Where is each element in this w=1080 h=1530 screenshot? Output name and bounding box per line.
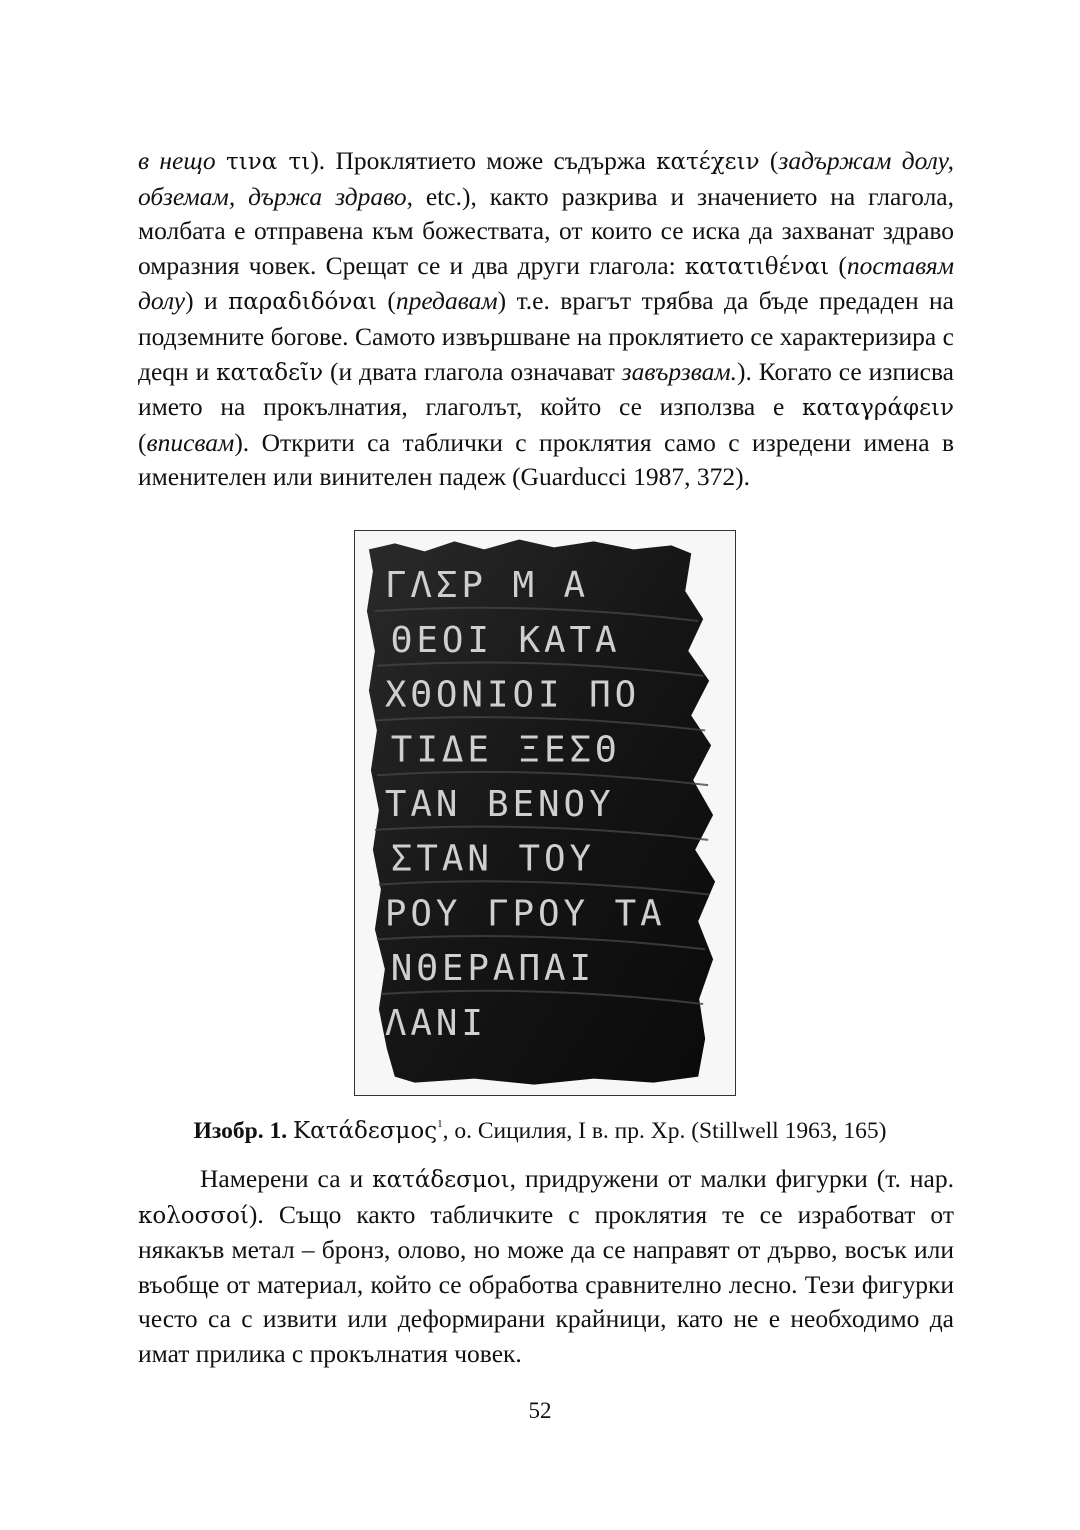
curse-tablet-photo bbox=[354, 530, 736, 1096]
text-segment: ). Проклятието може съдържа bbox=[310, 146, 657, 175]
text-segment: ). Когато се изписва името на прокълнатия, глаголът, който се използва е bbox=[138, 356, 954, 422]
text-segment: ) и bbox=[185, 286, 229, 316]
greek-term: καταγράφειν bbox=[802, 395, 954, 422]
figure-caption bbox=[0, 1118, 1080, 1145]
text-segment: задържам долу, обземам, държа здраво bbox=[138, 146, 954, 211]
greek-term: κατάδεσμοι bbox=[372, 1167, 510, 1193]
text-segment: ( bbox=[829, 250, 847, 280]
text-segment: ). Също както табличките с проклятия те се изработват от някакъв метал – бронз, олово, но може да се направят от дърво, восък или въобще от материал, който се обработва сравнително лесно. Тези фигурки често са с извити или деформирани крайници, като не е необходимо да имат прилика с прокълнатия човек. bbox=[138, 1199, 954, 1368]
caption-text: , о. Сицилия, I в. пр. Хр. (Stillwell 1963, 165) bbox=[442, 1118, 887, 1144]
text-segment: поставям долу bbox=[138, 250, 954, 316]
greek-term: κατατιθέναι bbox=[684, 253, 830, 280]
text-segment: (и двата глагола означават bbox=[323, 356, 622, 386]
inscription-line: ΛΑΝΙ bbox=[384, 1002, 487, 1044]
inscription-line: ΤΑΝ ΒΕΝΟΥ bbox=[384, 783, 615, 825]
text-segment: вписвам bbox=[146, 427, 235, 457]
inscription-line: ΘΕΟΙ ΚΑΤΑ bbox=[390, 619, 621, 661]
greek-term: κατέχειν bbox=[656, 149, 760, 175]
caption-label: Изобр. 1. bbox=[193, 1118, 288, 1144]
inscription-line: ΣΤΑΝ ΤΟΥ bbox=[390, 838, 596, 880]
tablet-image bbox=[355, 531, 735, 1095]
greek-term: τινα τι bbox=[226, 149, 311, 175]
inscription-line: ΝΘΕΡΑΠΑΙ bbox=[390, 948, 596, 990]
text-segment: ( bbox=[376, 286, 396, 316]
inscription-line: ΡΟΥ ΓΡΟΥ ΤΑ bbox=[384, 893, 666, 935]
text-segment: Намерени са и bbox=[200, 1164, 373, 1193]
text-segment: ) т.е. врагът трябва да бъде предаден на подземните богове. Самото извършване на проклятието се характеризира с деqн и bbox=[138, 286, 954, 386]
paragraph-1 bbox=[138, 144, 954, 495]
greek-term: καταδεῖν bbox=[216, 359, 324, 386]
inscription-line: ΧΘΟΝΙΟΙ ΠΟ bbox=[384, 674, 641, 716]
text-segment: ( bbox=[759, 146, 779, 175]
text-segment: , придружени от малки фигурки (т. нар. bbox=[509, 1164, 954, 1193]
greek-term: παραδιδόναι bbox=[228, 289, 377, 316]
text-segment: ). Открити са таблички с проклятия само с изредени имена в именителен или винителен падеж (Guarducci 1987, 372). bbox=[138, 427, 954, 492]
inscription-line: ΤΙΔΕ ΞΕΣΘ bbox=[390, 729, 621, 771]
text-segment: ( bbox=[138, 427, 147, 457]
text-segment: предавам bbox=[395, 286, 498, 316]
paragraph-2 bbox=[138, 1162, 954, 1372]
page-number: 52 bbox=[528, 1398, 552, 1423]
caption-greek-term: Κατάδεσμος bbox=[293, 1118, 438, 1144]
text-segment: завързвам. bbox=[621, 356, 737, 386]
text-segment: в нещо bbox=[138, 146, 216, 175]
inscription-line: ΓΛΣΡ Μ Α bbox=[384, 565, 590, 607]
text-segment: , etc.), както разкрива и значението на глагола, молбата е отправена към божествата, от които се иска да захванат здраво омразния човек. Срещат се и два други глагола: bbox=[138, 181, 954, 280]
footnote-marker: 1 bbox=[437, 1118, 443, 1130]
greek-term: κολοσσοί bbox=[138, 1202, 249, 1229]
